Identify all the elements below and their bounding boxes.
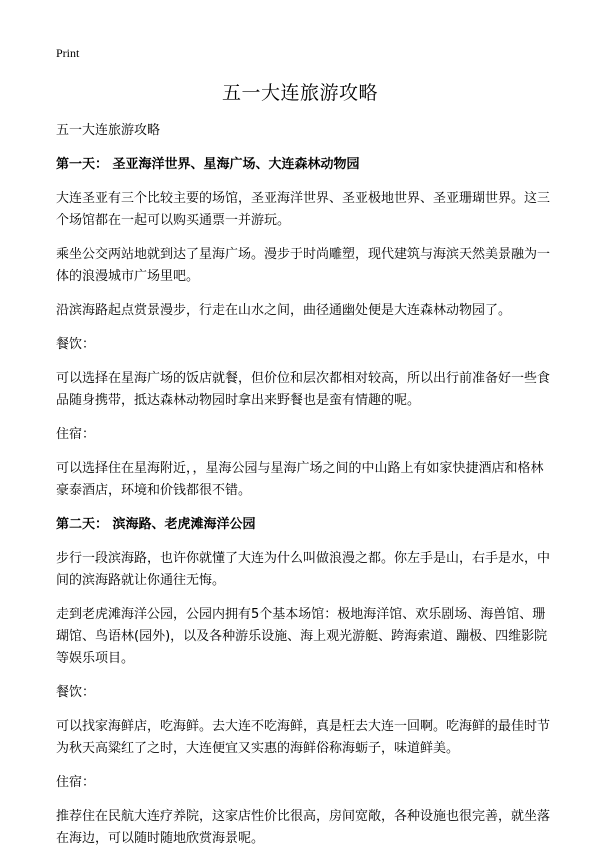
- day-two-stay-text: 推荐住在民航大连疗养院，这家店性价比很高，房间宽敞，各种设施也很完善，就坐落在海边，可以随时随地欣赏海景呢。: [56, 809, 551, 846]
- day-two-paragraph: 步行一段滨海路，也许你就懂了大连为什么叫做浪漫之都。你左手是山，右手是水，中间的滨海路就让你通往无悔。: [56, 551, 551, 588]
- day-one-paragraph: 沿滨海路起点赏景漫步，行走在山水之间，曲径通幽处便是大连森林动物园了。: [56, 303, 512, 318]
- article-subtitle: 五一大连旅游攻略: [56, 123, 161, 138]
- article-body: [56, 120, 554, 862]
- day-two-stay-label: 住宿：: [56, 775, 96, 790]
- day-one-food-text: 可以选择在星海广场的饭店就餐，但价位和层次都相对较高，所以出行前准备好一些食品随身携带，抵达森林动物园时拿出来野餐也是蛮有情趣的呢。: [56, 371, 551, 408]
- day-one-food-label: 餐饮：: [56, 337, 96, 352]
- day-one-heading: 第一天： 圣亚海洋世界、星海广场、大连森林动物园: [56, 157, 360, 172]
- day-two-paragraph: 走到老虎滩海洋公园，公园内拥有5个基本场馆：极地海洋馆、欢乐剧场、海兽馆、珊瑚馆、鸟语林(园外)，以及各种游乐设施、海上观光游艇、跨海索道、蹦极、四维影院等娱乐项目。: [56, 607, 548, 666]
- print-link[interactable]: Print: [56, 46, 80, 60]
- day-two-food-text: 可以找家海鲜店，吃海鲜。去大连不吃海鲜，真是枉去大连一回啊。吃海鲜的最佳时节为秋天高粱红了之时，大连便宜又实惠的海鲜俗称海蛎子，味道鲜美。: [56, 719, 551, 756]
- day-two-food-label: 餐饮：: [56, 685, 96, 700]
- day-one-stay-label: 住宿：: [56, 427, 96, 442]
- day-one-paragraph: 乘坐公交两站地就到达了星海广场。漫步于时尚雕塑，现代建筑与海滨天然美景融为一体的浪漫城市广场里吧。: [56, 247, 551, 284]
- day-two-heading: 第二天： 滨海路、老虎滩海洋公园: [56, 517, 256, 532]
- day-one-paragraph: 大连圣亚有三个比较主要的场馆，圣亚海洋世界、圣亚极地世界、圣亚珊瑚世界。这三个场馆都在一起可以购买通票一并游玩。: [56, 191, 551, 228]
- day-one-stay-text: 可以选择住在星海附近，，星海公园与星海广场之间的中山路上有如家快捷酒店和格林豪泰酒店，环境和价钱都很不错。: [56, 461, 544, 498]
- page-title: 五一大连旅游攻略: [221, 82, 378, 104]
